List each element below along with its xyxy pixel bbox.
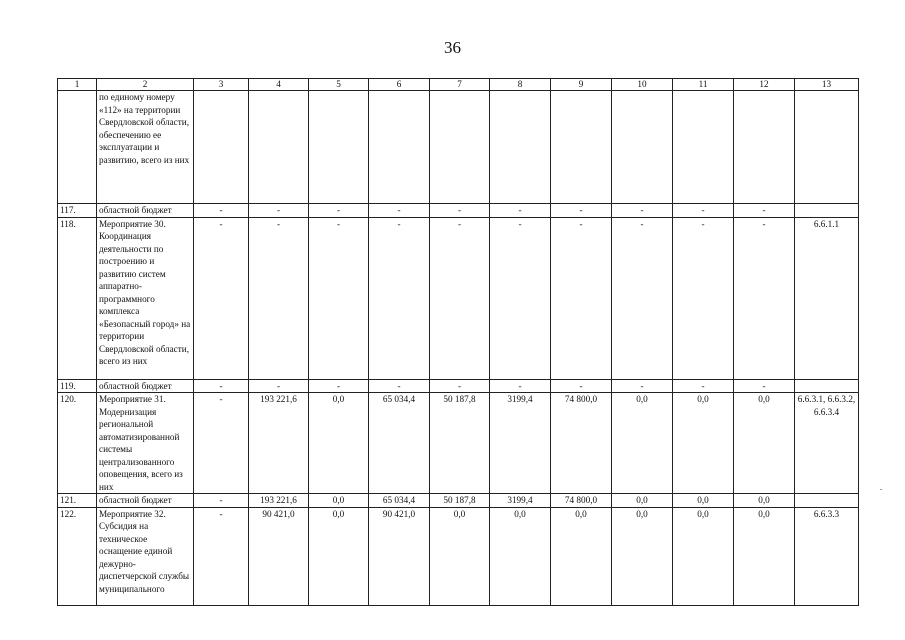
header-row xyxy=(58,79,859,91)
value-cell-col-4: 193 221,6 xyxy=(249,494,309,508)
value-cell-col-10 xyxy=(612,91,673,204)
row-number: 117. xyxy=(58,204,97,218)
value-cell-col-8: 3199,4 xyxy=(490,494,551,508)
value-cell-col-5: - xyxy=(309,217,369,379)
value-cell-col-5: - xyxy=(309,379,369,393)
value-cell-col-6: 65 034,4 xyxy=(369,494,430,508)
value-cell-col-11: 0,0 xyxy=(673,494,734,508)
value-cell-col-12: 0,0 xyxy=(734,494,795,508)
value-cell-col-7: 0,0 xyxy=(430,507,490,605)
value-cell-col-9: - xyxy=(551,217,612,379)
row-number xyxy=(58,91,97,204)
value-cell-col-4: - xyxy=(249,379,309,393)
value-cell-col-11: 0,0 xyxy=(673,393,734,494)
value-cell-col-12: - xyxy=(734,379,795,393)
value-cell-col-10: 0,0 xyxy=(612,507,673,605)
row-name: Мероприятие 30. Координация деятельности по построению и развитию систем аппаратно-программного комплекса «Безопасный город» на территории Свердловской области, всего из них xyxy=(97,217,194,379)
column-header-8: 8 xyxy=(490,79,551,91)
value-cell-col-3: - xyxy=(194,379,249,393)
column-header-11: 11 xyxy=(673,79,734,91)
value-cell-col-5: 0,0 xyxy=(309,494,369,508)
value-cell-col-11 xyxy=(673,91,734,204)
value-cell-col-9 xyxy=(551,91,612,204)
value-cell-col-11: - xyxy=(673,204,734,218)
value-cell-col-8: 0,0 xyxy=(490,507,551,605)
value-cell-col-7: 50 187,8 xyxy=(430,494,490,508)
value-cell-col-4: 90 421,0 xyxy=(249,507,309,605)
target-code-cell xyxy=(795,494,859,508)
value-cell-col-9: - xyxy=(551,204,612,218)
value-cell-col-6: 65 034,4 xyxy=(369,393,430,494)
value-cell-col-12: 0,0 xyxy=(734,507,795,605)
column-header-4: 4 xyxy=(249,79,309,91)
value-cell-col-7 xyxy=(430,91,490,204)
value-cell-col-3: - xyxy=(194,217,249,379)
target-code-cell xyxy=(795,379,859,393)
budget-table xyxy=(57,78,859,606)
value-cell-col-10: - xyxy=(612,204,673,218)
value-cell-col-7: - xyxy=(430,379,490,393)
row-number: 118. xyxy=(58,217,97,379)
value-cell-col-6: - xyxy=(369,217,430,379)
row-name: областной бюджет xyxy=(97,204,194,218)
value-cell-col-8: - xyxy=(490,379,551,393)
value-cell-col-9: - xyxy=(551,379,612,393)
table-row xyxy=(58,379,859,393)
value-cell-col-11: - xyxy=(673,379,734,393)
table-row xyxy=(58,217,859,379)
row-number: 122. xyxy=(58,507,97,605)
table-row xyxy=(58,507,859,605)
value-cell-col-5: 0,0 xyxy=(309,393,369,494)
column-header-7: 7 xyxy=(430,79,490,91)
value-cell-col-9: 74 800,0 xyxy=(551,393,612,494)
row-name: областной бюджет xyxy=(97,379,194,393)
target-code-cell xyxy=(795,204,859,218)
target-code-cell: 6.6.3.1, 6.6.3.2, 6.6.3.4 xyxy=(795,393,859,494)
value-cell-col-5: 0,0 xyxy=(309,507,369,605)
row-number: 119. xyxy=(58,379,97,393)
value-cell-col-5 xyxy=(309,91,369,204)
table-row xyxy=(58,494,859,508)
row-name: Мероприятие 31. Модернизация региональной автоматизированной системы централизованного оповещения, всего из них xyxy=(97,393,194,494)
value-cell-col-3 xyxy=(194,91,249,204)
target-code-cell: 6.6.1.1 xyxy=(795,217,859,379)
value-cell-col-10: 0,0 xyxy=(612,393,673,494)
value-cell-col-3: - xyxy=(194,507,249,605)
value-cell-col-12: 0,0 xyxy=(734,393,795,494)
column-header-3: 3 xyxy=(194,79,249,91)
column-header-6: 6 xyxy=(369,79,430,91)
column-header-2: 2 xyxy=(97,79,194,91)
value-cell-col-7: 50 187,8 xyxy=(430,393,490,494)
row-name: Мероприятие 32. Субсидия на техническое оснащение единой дежурно-диспетчерской службы муниципального xyxy=(97,507,194,605)
value-cell-col-7: - xyxy=(430,217,490,379)
value-cell-col-11: - xyxy=(673,217,734,379)
value-cell-col-7: - xyxy=(430,204,490,218)
value-cell-col-10: - xyxy=(612,217,673,379)
value-cell-col-3: - xyxy=(194,494,249,508)
value-cell-col-3: - xyxy=(194,204,249,218)
table-row xyxy=(58,91,859,204)
value-cell-col-5: - xyxy=(309,204,369,218)
value-cell-col-4: - xyxy=(249,204,309,218)
target-code-cell: 6.6.3.3 xyxy=(795,507,859,605)
page-number: 36 xyxy=(444,38,461,57)
column-header-13: 13 xyxy=(795,79,859,91)
row-number: 120. xyxy=(58,393,97,494)
value-cell-col-6: - xyxy=(369,379,430,393)
row-name: областной бюджет xyxy=(97,494,194,508)
value-cell-col-8: 3199,4 xyxy=(490,393,551,494)
value-cell-col-6 xyxy=(369,91,430,204)
column-header-12: 12 xyxy=(734,79,795,91)
value-cell-col-10: 0,0 xyxy=(612,494,673,508)
target-code-cell xyxy=(795,91,859,204)
row-number: 121. xyxy=(58,494,97,508)
value-cell-col-9: 0,0 xyxy=(551,507,612,605)
value-cell-col-12: - xyxy=(734,204,795,218)
value-cell-col-12 xyxy=(734,91,795,204)
value-cell-col-6: - xyxy=(369,204,430,218)
table-row xyxy=(58,204,859,218)
value-cell-col-8: - xyxy=(490,217,551,379)
value-cell-col-11: 0,0 xyxy=(673,507,734,605)
column-header-10: 10 xyxy=(612,79,673,91)
value-cell-col-8 xyxy=(490,91,551,204)
value-cell-col-4 xyxy=(249,91,309,204)
value-cell-col-4: - xyxy=(249,217,309,379)
value-cell-col-9: 74 800,0 xyxy=(551,494,612,508)
value-cell-col-6: 90 421,0 xyxy=(369,507,430,605)
column-header-5: 5 xyxy=(309,79,369,91)
value-cell-col-8: - xyxy=(490,204,551,218)
row-name: по единому номеру «112» на территории Свердловской области, обеспечению ее эксплуатации и развитию, всего из них xyxy=(97,91,194,204)
value-cell-col-10: - xyxy=(612,379,673,393)
scan-speck xyxy=(880,489,882,490)
value-cell-col-3: - xyxy=(194,393,249,494)
column-header-1: 1 xyxy=(58,79,97,91)
value-cell-col-12: - xyxy=(734,217,795,379)
table-row xyxy=(58,393,859,494)
value-cell-col-4: 193 221,6 xyxy=(249,393,309,494)
column-header-9: 9 xyxy=(551,79,612,91)
